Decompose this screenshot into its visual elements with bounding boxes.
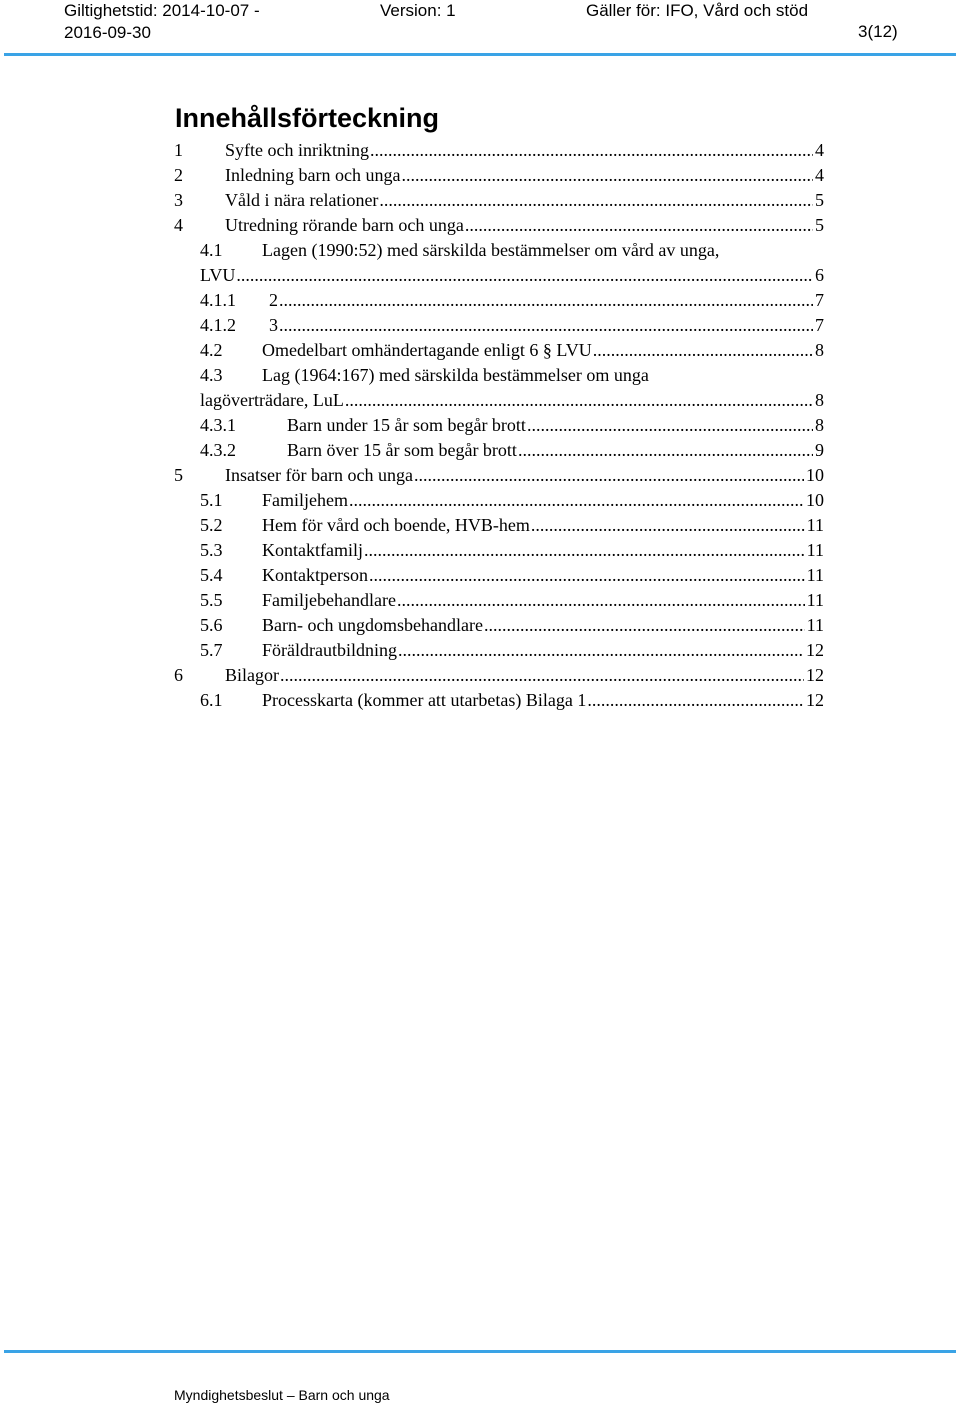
toc-entry[interactable] <box>200 388 824 413</box>
toc-entry-title: Familjehem <box>262 490 348 510</box>
toc-entry-number: 4.1.1 <box>200 290 236 310</box>
toc-entry-title: Familjebehandlare <box>262 590 396 610</box>
toc-entry-number: 5.4 <box>200 565 223 585</box>
toc-entry[interactable] <box>200 438 824 463</box>
toc-leader-dots <box>414 463 804 488</box>
toc-entry-number: 5 <box>174 465 183 485</box>
toc-leader-dots <box>397 588 805 613</box>
toc-entry[interactable] <box>200 238 824 263</box>
toc-entry-page: 4 <box>815 165 824 185</box>
toc-entry-title: Bilagor <box>225 665 279 685</box>
toc-entry-page: 7 <box>815 315 824 335</box>
toc-leader-dots <box>484 613 805 638</box>
version-label: Version: 1 <box>380 1 456 20</box>
toc-entry-title: Insatser för barn och unga <box>225 465 413 485</box>
toc-leader-dots <box>379 188 813 213</box>
toc-entry-number: 4.3.1 <box>200 415 236 435</box>
toc-entry-number: 3 <box>174 190 183 210</box>
footer-text: Myndighetsbeslut – Barn och unga <box>174 1387 390 1403</box>
toc-entry[interactable] <box>200 288 824 313</box>
toc-leader-dots <box>401 163 813 188</box>
toc-leader-dots <box>531 513 805 538</box>
toc-entry-page: 9 <box>815 440 824 460</box>
toc-entry[interactable] <box>200 488 824 513</box>
toc-entry-number: 1 <box>174 140 183 160</box>
toc-entry[interactable] <box>200 613 824 638</box>
toc-entry-number: 5.5 <box>200 590 223 610</box>
toc-leader-dots <box>364 538 805 563</box>
toc-entry-title: Processkarta (kommer att utarbetas) Bilaga 1 <box>262 690 587 710</box>
toc-entry-title: LVU <box>200 265 236 285</box>
toc-leader-dots <box>465 213 813 238</box>
toc-entry-title: Lagen (1990:52) med särskilda bestämmelser om vård av unga, <box>262 240 720 260</box>
toc-entry-title: lagöverträdare, LuL <box>200 390 344 410</box>
toc-entry[interactable] <box>174 188 824 213</box>
toc-entry-title: Lag (1964:167) med särskilda bestämmelser om unga <box>262 365 649 385</box>
toc-entry[interactable] <box>200 513 824 538</box>
toc-entry-page: 11 <box>806 590 824 610</box>
toc-leader-dots <box>593 338 813 363</box>
toc-entry-number: 5.2 <box>200 515 223 535</box>
toc-entry-number: 5.6 <box>200 615 223 635</box>
toc-entry[interactable] <box>200 263 824 288</box>
page-number: 3(12) <box>858 22 898 41</box>
toc-entry-page: 6 <box>815 265 824 285</box>
toc-entry-page: 7 <box>815 290 824 310</box>
toc-leader-dots <box>587 688 804 713</box>
toc-entry-page: 5 <box>815 190 824 210</box>
toc-entry-page: 8 <box>815 415 824 435</box>
toc-entry-title: 3 <box>269 315 278 335</box>
toc-entry-page: 12 <box>806 640 824 660</box>
toc-leader-dots <box>345 388 813 413</box>
toc-entry-page: 5 <box>815 215 824 235</box>
toc-leader-dots <box>370 138 813 163</box>
toc-entry-title: Barn över 15 år som begår brott <box>287 440 517 460</box>
toc-entry[interactable] <box>174 163 824 188</box>
toc-entry-title: Kontaktfamilj <box>262 540 363 560</box>
toc-entry[interactable] <box>174 213 824 238</box>
toc-entry-page: 12 <box>806 690 824 710</box>
toc-leader-dots <box>527 413 813 438</box>
toc-entry-title: Kontaktperson <box>262 565 368 585</box>
toc-entry-number: 5.7 <box>200 640 223 660</box>
toc-entry-number: 5.1 <box>200 490 223 510</box>
toc-heading: Innehållsförteckning <box>175 103 440 133</box>
toc-entry-title: Barn- och ungdomsbehandlare <box>262 615 483 635</box>
toc-leader-dots <box>236 263 813 288</box>
toc-leader-dots <box>279 313 813 338</box>
toc-entry[interactable] <box>174 463 824 488</box>
toc-entry-title: Föräldrautbildning <box>262 640 397 660</box>
toc-entry[interactable] <box>200 363 824 388</box>
toc-entry-page: 4 <box>815 140 824 160</box>
toc-entry[interactable] <box>200 638 824 663</box>
toc-entry-page: 11 <box>806 565 824 585</box>
toc-entry-page: 8 <box>815 390 824 410</box>
toc-entry-page: 11 <box>806 515 824 535</box>
toc-entry-title: Hem för vård och boende, HVB-hem <box>262 515 530 535</box>
toc-entry-number: 4 <box>174 215 183 235</box>
toc-entry-page: 11 <box>806 615 824 635</box>
toc-entry-page: 10 <box>806 490 824 510</box>
toc-entry-number: 5.3 <box>200 540 223 560</box>
toc-entry-title: 2 <box>269 290 278 310</box>
toc-entry[interactable] <box>200 538 824 563</box>
toc-entry[interactable] <box>174 663 824 688</box>
toc-entry-title: Omedelbart omhändertagande enligt 6 § LVU <box>262 340 592 360</box>
validity-period: Giltighetstid: 2014-10-07 - 2016-09-30 <box>64 1 260 42</box>
toc-entry[interactable] <box>200 563 824 588</box>
toc-entry[interactable] <box>200 313 824 338</box>
toc-leader-dots <box>280 663 804 688</box>
toc-entry-title: Barn under 15 år som begår brott <box>287 415 526 435</box>
toc-leader-dots <box>369 563 805 588</box>
toc-entry-number: 2 <box>174 165 183 185</box>
toc-entry-number: 4.3.2 <box>200 440 236 460</box>
toc-leader-dots <box>398 638 804 663</box>
toc-leader-dots <box>518 438 813 463</box>
toc-entry[interactable] <box>200 588 824 613</box>
toc-entry-title: Inledning barn och unga <box>225 165 401 185</box>
toc-entry-title: Utredning rörande barn och unga <box>225 215 464 235</box>
toc-entry-number: 6 <box>174 665 183 685</box>
header-divider <box>4 53 956 56</box>
toc-entry-title: Våld i nära relationer <box>225 190 379 210</box>
footer-divider <box>4 1350 956 1353</box>
applies-to-label: Gäller för: IFO, Vård och stöd <box>586 1 809 20</box>
toc-entry[interactable] <box>174 138 824 163</box>
toc-entry-page: 10 <box>806 465 824 485</box>
toc-entry-title: Syfte och inriktning <box>225 140 369 160</box>
toc-leader-dots <box>349 488 804 513</box>
toc-entry-number: 4.1 <box>200 240 223 260</box>
toc-entry-number: 4.1.2 <box>200 315 236 335</box>
toc-entry[interactable] <box>200 688 824 713</box>
toc-entry[interactable] <box>200 338 824 363</box>
toc-entry-number: 6.1 <box>200 690 223 710</box>
toc-entry-page: 8 <box>815 340 824 360</box>
toc-entry-number: 4.2 <box>200 340 223 360</box>
toc-entry[interactable] <box>200 413 824 438</box>
toc-entry-number: 4.3 <box>200 365 223 385</box>
toc-leader-dots <box>279 288 813 313</box>
toc-entry-page: 11 <box>806 540 824 560</box>
toc-entry-page: 12 <box>806 665 824 685</box>
